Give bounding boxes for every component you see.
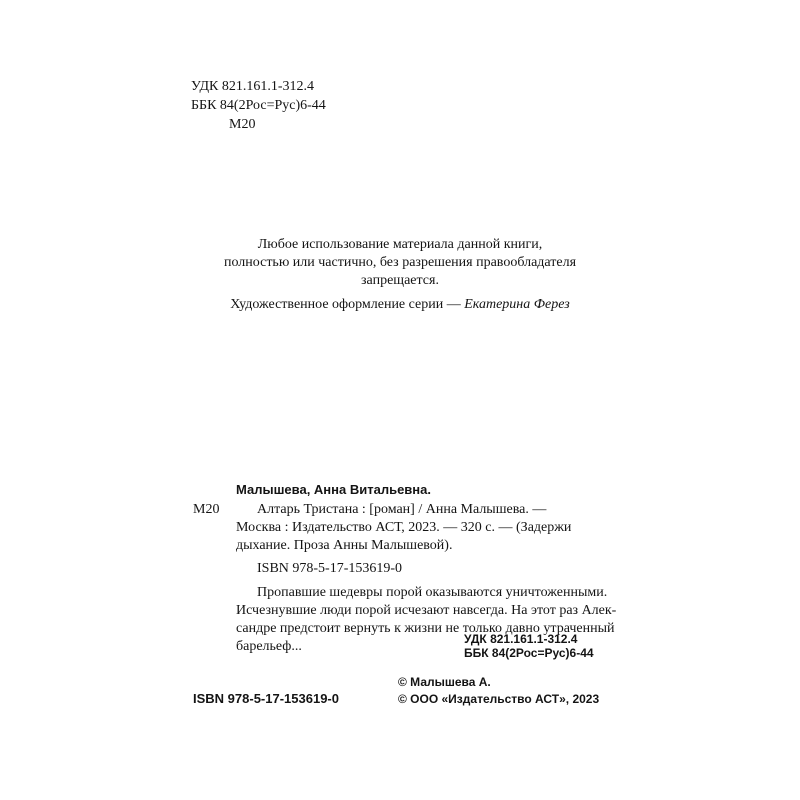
top-bbk-code: ББК 84(2Рос=Рус)6-44 xyxy=(191,98,326,113)
catalog-bbk-code: ББК 84(2Рос=Рус)6-44 xyxy=(464,646,594,660)
catalog-author: Малышева, Анна Витальевна. xyxy=(236,482,431,497)
notice-line-1: Любое использование материала данной книги, xyxy=(257,237,543,252)
catalog-description-line-1: Алтарь Тристана : [роман] / Анна Малышева. — xyxy=(257,502,547,517)
top-author-mark: М20 xyxy=(229,117,256,132)
design-credit xyxy=(0,296,800,314)
annotation-line-4: барельеф... xyxy=(236,639,302,654)
catalog-isbn: ISBN 978-5-17-153619-0 xyxy=(257,561,403,576)
annotation-line-1: Пропавшие шедевры порой оказываются уничтоженными. xyxy=(257,585,608,600)
catalog-description-line-3: дыхание. Проза Анны Малышевой). xyxy=(236,538,453,553)
catalog-udk-code: УДК 821.161.1-312.4 xyxy=(464,632,578,646)
catalog-description-line-2: Москва : Издательство АСТ, 2023. — 320 с. — (Задержи xyxy=(236,520,572,535)
notice-line-2: полностью или частично, без разрешения правообладателя xyxy=(223,255,577,270)
catalog-author-mark: М20 xyxy=(193,502,220,517)
annotation-line-2: Исчезнувшие люди порой исчезают навсегда. На этот раз Алек- xyxy=(236,603,617,618)
top-udk-code: УДК 821.161.1-312.4 xyxy=(191,79,315,94)
footer-isbn: ISBN 978-5-17-153619-0 xyxy=(193,691,339,706)
design-credit-prefix: Художественное оформление серии — xyxy=(230,297,465,312)
annotation-line-3: сандре предстоит вернуть к жизни не только давно утраченный xyxy=(236,621,615,636)
copyright-author: © Малышева А. xyxy=(398,675,491,689)
notice-line-3: запрещается. xyxy=(361,273,439,288)
copyright-publisher: © ООО «Издательство АСТ», 2023 xyxy=(398,692,600,706)
design-credit-name: Екатерина Ферез xyxy=(464,297,570,312)
